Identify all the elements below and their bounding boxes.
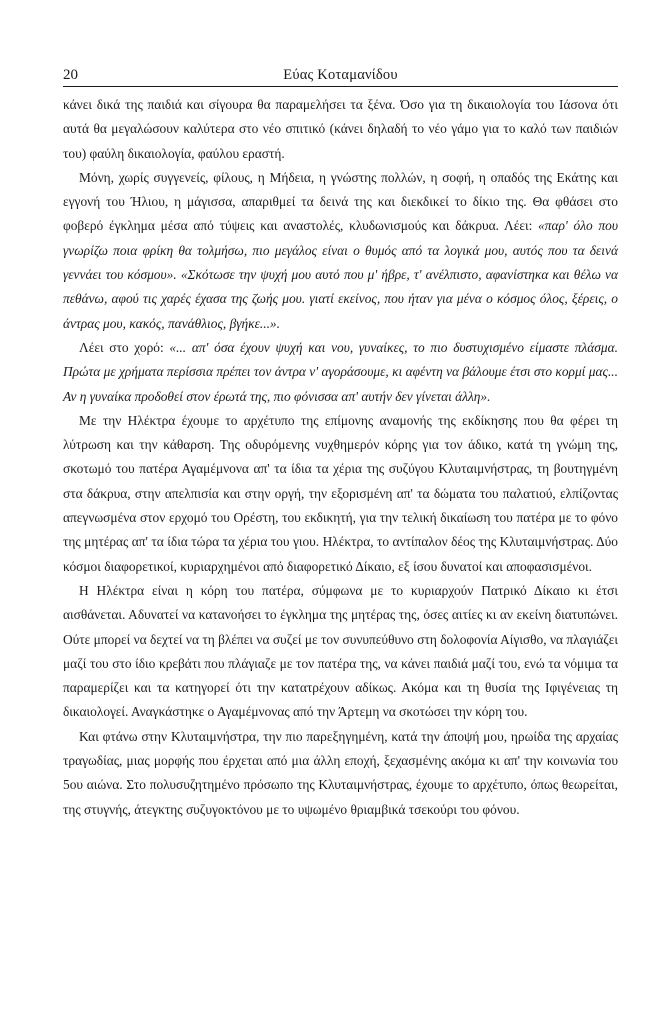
- quoted-text: «παρ' όλο που γνωρίζω ποια φρίκη θα τολμήσω, πιο μεγάλος είναι ο θυμός από τα λογικά μου, αυτός που τα δεινά γεννάει του κόσμου». «Σκότωσε την ψυχή μου αυτό που μ' ήβρε, τ' ανέλπιστο, αφανίστηκα και θέλω να πεθάνω, αφού τις χαρές έχασα της ζωής μου. γιατί εκείνος, που ήταν για μένα ο κόσμος όλος, ξέρεις, ο άντρας μου, κακός, πανάθλιος, βγήκε...».: [63, 218, 618, 331]
- paragraph-text: Λέει στο χορό:: [79, 339, 170, 355]
- paragraph-text: Και φτάνω στην Κλυταιμνήστρα, την πιο παρεξηγημένη, κατά την άποψή μου, ηρωίδα της αρχαίας τραγωδίας, μιας μορφής που έρχεται από μια άλλη εποχή, ξεχασμένης ακόμα κι απ' την κοινωνία του 5ου αιώνα. Στο πολυσυζητημένο πρόσωπο της Κλυταιμνήστρας, έχουμε το αρχέτυπο, όπως θεωρείται, της στυγνής, άτεγκτης συζυγοκτόνου με το υψωμένο θριαμβικά τσεκούρι του φόνου.: [63, 728, 618, 817]
- paragraph-text: Με την Ηλέκτρα έχουμε το αρχέτυπο της επίμονης αναμονής της εκδίκησης που θα φέρει τη λύτρωση και την κάθαρση. Της οδυρόμενης νυχθημερόν κόρης για τον άδικο, κατά τη γνώμη της, σκοτωμό του πατέρα Αγαμέμνονα απ' τα ίδια τα χέρια της συζύγου Κλυταιμνήστρας, τη βουτηγμένη στα δάκρυα, στην απελπισία και στην οργή, την εξορισμένη απ' τα δώματα του παλατιού, ελπίζοντας απεγνωσμένα στον ερχομό του Ορέστη, του εκδικητή, για την τελική δικαίωση του πατέρα με το φόνο της μητέρας απ' τα ίδια τώρα τα χέρια του γιου. Ηλέκτρα, το αντίπαλον δέος της Κλυταιμνήστρας. Δύο κόσμοι διαφορετικοί, κυριαρχημένοι από διαφορετικό Δίκαιο, εξ ίσου δυνατοί και αποφασισμένοι.: [63, 412, 618, 574]
- paragraph: [63, 93, 618, 166]
- paragraph: [63, 166, 618, 336]
- paragraph-text: κάνει δικά της παιδιά και σίγουρα θα παραμελήσει τα ξένα. Όσο για τη δικαιολογία του Ιάσονα ότι αυτά θα μεγαλώσουν καλύτερα στο νέο σπιτικό (κάνει δηλαδή το νέο γάμο για το καλό των παιδιών του) φαύλη δικαιολογία, φαύλου εραστή.: [63, 97, 618, 161]
- page-number: 20: [63, 67, 78, 83]
- paragraph: [63, 336, 618, 409]
- quoted-text: «... απ' όσα έχουν ψυχή και νου, γυναίκες, το πιο δυστυχισμένο είμαστε πλάσμα. Πρώτα με χρήματα περίσσια πρέπει τον άντρα ν' αγοράσουμε, κι αφέντη να βάλουμε έτσι στο κορμί μας... Αν η γυναίκα προδοθεί στον έρωτά της, πιο φόνισσα απ' αυτήν δεν γίνεται άλλη».: [63, 339, 619, 404]
- page-header: [63, 62, 618, 87]
- running-head-author: Εύας Κοταμανίδου: [283, 67, 398, 83]
- paragraph: [63, 409, 618, 579]
- paragraph: [63, 579, 618, 725]
- page-body: [63, 93, 618, 822]
- paragraph: [63, 725, 618, 822]
- paragraph-text: Η Ηλέκτρα είναι η κόρη του πατέρα, σύμφωνα με το κυριαρχούν Πατρικό Δίκαιο κι έτσι αισθάνεται. Αδυνατεί να κατανοήσει το έγκλημα της μητέρας της, όσες αιτίες κι αν εκείνη διατυπώνει. Ούτε μπορεί να δεχτεί να τη βλέπει να συζεί με τον συνυπεύθυνο στη δολοφονία Αίγισθο, να πλαγιάζει μαζί του στο ίδιο κρεβάτι που πλάγιαζε με τον πατέρα της, να κάνει παιδιά μαζί του, ενώ τα νόμιμα τα παραμερίζει και τα κατηγορεί ότι την κατατρέχουν αδίκως. Ακόμα και τη θυσία της Ιφιγένειας τη δικαιολογεί. Αναγκάστηκε ο Αγαμέμνονας από την Άρτεμη να σκοτώσει την κόρη του.: [63, 582, 618, 720]
- paragraph-text: Μόνη, χωρίς συγγενείς, φίλους, η Μήδεια, η γνώστης πολλών, η σοφή, η οπαδός της Εκάτης και εγγονή του Ήλιου, η μάγισσα, απαριθμεί τα δεινά της και διεκδικεί το δίκιο της. Θα φθάσει στο φοβερό έγκλημα μέσα από τύψεις και αναστολές, κλυδωνισμούς και δάκρυα. Λέει:: [63, 169, 618, 234]
- book-page: [63, 62, 618, 822]
